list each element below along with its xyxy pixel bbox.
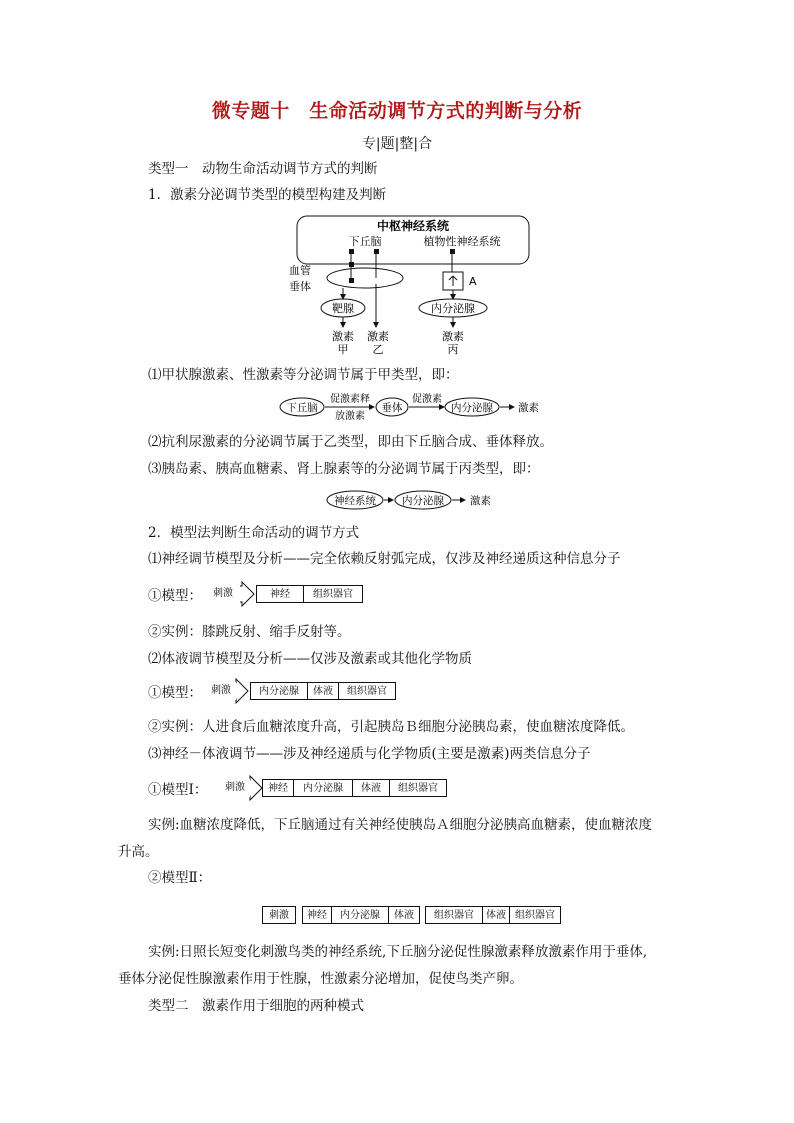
model-3-tissue: 组织器官 (389, 779, 447, 797)
model-4-body-fluid-2: 体液 (482, 906, 510, 924)
type2-heading: 类型二 激素作用于细胞的两种模式 (148, 998, 364, 1014)
hormone-yi: 激素 (367, 330, 389, 343)
model-3-endocrine: 内分泌腺 (293, 779, 353, 797)
model-2-stimulus: 刺激 (206, 682, 236, 700)
type1-heading: 类型一 动物生命活动调节方式的判断 (148, 161, 378, 177)
cns-label: 中枢神经系统 (376, 219, 450, 233)
flow1-endocrine: 内分泌腺 (451, 402, 493, 414)
model-4-tissue-1: 组织器官 (425, 906, 483, 924)
sec1-heading: 1．激素分泌调节类型的模型构建及判断 (148, 187, 387, 203)
target-gland-label: 靶腺 (332, 302, 354, 315)
pituitary-shape (327, 268, 403, 288)
model-4-body-fluid-1: 体液 (388, 906, 420, 924)
flow-diagram-bing (325, 488, 505, 512)
model-4-nerve: 神经 (302, 906, 332, 924)
flow1-hormone: 激素 (518, 402, 539, 414)
section-subtitle: 专|题|整|合 (361, 136, 433, 152)
model-label-1: ①模型： (148, 588, 202, 604)
flow1-pituitary: 垂体 (381, 402, 403, 414)
example-neuro-humoral-2: 实例:日照长短变化刺激鸟类的神经系统,下丘脑分泌促性腺激素释放激素作用于垂体, (148, 944, 648, 960)
example-neuro-humoral-2-cont: 垂体分泌促性腺激素作用于性腺，性激素分泌增加，促使鸟类产卵。 (118, 971, 523, 987)
hormone-yi-suffix: 乙 (372, 343, 384, 356)
paragraph-type-jia: ⑴甲状腺激素、性激素等分泌调节属于甲类型，即： (148, 367, 459, 383)
paragraph-type-yi: ⑵抗利尿激素的分泌调节属于乙类型，即由下丘脑合成、垂体释放。 (148, 434, 553, 450)
hypothalamus-label: 下丘脑 (348, 235, 382, 248)
model-3-nerve: 神经 (262, 779, 294, 797)
autonomic-label: 植物性神经系统 (423, 235, 501, 248)
model-4-stimulus: 刺激 (262, 906, 296, 924)
neuron-terminal (349, 249, 354, 254)
vessel-label: 血管 (289, 264, 311, 277)
sec2-heading: 2．模型法判断生命活动的调节方式 (148, 525, 360, 541)
model-label-4: ②模型Ⅱ： (148, 870, 212, 886)
model-1-tissue: 组织器官 (303, 585, 363, 603)
endocrine-gland-label: 内分泌腺 (431, 302, 475, 315)
example-neuro-humoral-1-cont: 升高。 (118, 844, 159, 860)
flow2-nervous-system: 神经系统 (334, 495, 376, 507)
model-2-body-fluid: 体液 (307, 682, 339, 700)
hormone-regulation-diagram (285, 212, 535, 360)
hormone-bing-suffix: 丙 (447, 343, 459, 356)
model-label-2: ①模型： (148, 685, 202, 701)
model-3-chain (220, 775, 450, 801)
paragraph-type-bing: ⑶胰岛素、胰高血糖素、肾上腺素等的分泌调节属于丙类型，即： (148, 461, 540, 477)
label-a: A (469, 275, 477, 288)
model-2-tissue: 组织器官 (338, 682, 396, 700)
flow1-hypothalamus: 下丘脑 (286, 402, 318, 414)
pituitary-label: 垂体 (289, 280, 311, 293)
model-3-body-fluid: 体液 (352, 779, 390, 797)
example-humoral: ②实例：人进食后血糖浓度升高，引起胰岛Ｂ细胞分泌胰岛素，使血糖浓度降低。 (148, 719, 634, 735)
example-neural: ②实例：膝跳反射、缩手反射等。 (148, 624, 351, 640)
model-label-3: ①模型Ⅰ： (148, 782, 208, 798)
paragraph-neuro-humoral: ⑶神经－体液调节——涉及神经递质与化学物质(主要是激素)两类信息分子 (148, 746, 591, 762)
flow1-arrow-top2: 促激素 (412, 394, 442, 405)
hormone-jia: 激素 (332, 330, 354, 343)
flow2-hormone: 激素 (470, 495, 491, 507)
model-1-chain (206, 581, 366, 607)
flow-diagram-jia (278, 390, 548, 422)
neuron-terminal (374, 249, 379, 254)
neuron-terminal (450, 249, 455, 254)
model-2-chain (206, 678, 396, 704)
hormone-jia-suffix: 甲 (337, 343, 349, 356)
model-3-stimulus: 刺激 (220, 779, 250, 797)
model-4-tissue-2: 组织器官 (509, 906, 561, 924)
page-title: 微专题十 生命活动调节方式的判断与分析 (211, 100, 583, 122)
model-1-nerve: 神经 (256, 585, 304, 603)
flow1-arrow-top: 促激素释 (330, 394, 370, 405)
model-4-chain (262, 906, 562, 926)
model-2-endocrine: 内分泌腺 (250, 682, 308, 700)
hormone-bing: 激素 (442, 330, 464, 343)
model-4-endocrine: 内分泌腺 (331, 906, 389, 924)
flow2-endocrine: 内分泌腺 (402, 495, 444, 507)
paragraph-humoral-model: ⑵体液调节模型及分析——仅涉及激素或其他化学物质 (148, 651, 472, 667)
example-neuro-humoral-1: 实例:血糖浓度降低，下丘脑通过有关神经使胰岛Ａ细胞分泌胰高血糖素，使血糖浓度 (148, 817, 653, 833)
model-1-stimulus: 刺激 (206, 585, 240, 603)
paragraph-neural-model: ⑴神经调节模型及分析——完全依赖反射弧完成，仅涉及神经递质这种信息分子 (148, 551, 621, 567)
flow1-arrow-bottom: 放激素 (335, 411, 365, 422)
